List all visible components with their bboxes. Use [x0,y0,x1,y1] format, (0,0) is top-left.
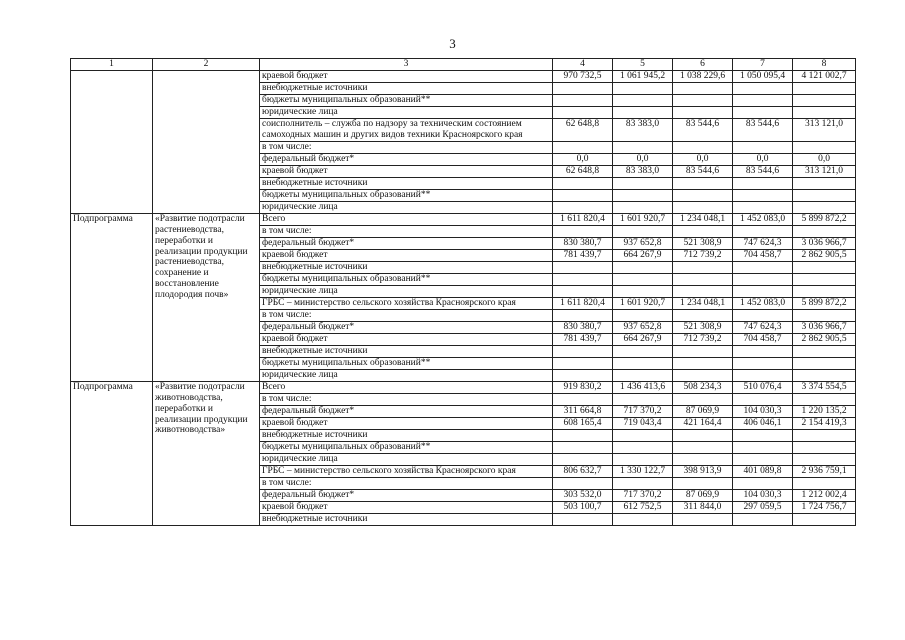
row-label: Всего [260,213,553,225]
row-label: юридические лица [260,201,553,213]
value-cell: 3 374 554,5 [793,381,856,393]
value-cell: 521 308,9 [673,237,733,249]
value-cell [733,201,793,213]
value-cell: 830 380,7 [553,237,613,249]
value-cell [733,309,793,321]
value-cell: 937 652,8 [613,321,673,333]
value-cell [733,94,793,106]
row-label: федеральный бюджет* [260,321,553,333]
row-label: в том числе: [260,393,553,405]
row-label: юридические лица [260,369,553,381]
value-cell: 0,0 [553,153,613,165]
value-cell: 717 370,2 [613,489,673,501]
value-cell [733,225,793,237]
value-cell: 104 030,3 [733,489,793,501]
value-cell [793,477,856,489]
value-cell: 830 380,7 [553,321,613,333]
value-cell [793,189,856,201]
value-cell [793,513,856,525]
value-cell: 1 611 820,4 [553,297,613,309]
value-cell [613,273,673,285]
value-cell [553,393,613,405]
value-cell [673,357,733,369]
row-label: в том числе: [260,477,553,489]
row-label: краевой бюджет [260,70,553,82]
value-cell [733,441,793,453]
column-header: 1 [71,59,153,71]
value-cell: 719 043,4 [613,417,673,429]
value-cell [733,453,793,465]
table-row [71,381,856,393]
value-cell: 1 234 048,1 [673,297,733,309]
value-cell [613,309,673,321]
value-cell [553,94,613,106]
value-cell: 303 532,0 [553,489,613,501]
value-cell [793,393,856,405]
value-cell: 2 862 905,5 [793,249,856,261]
row-label: в том числе: [260,141,553,153]
value-cell [673,201,733,213]
row-label: федеральный бюджет* [260,153,553,165]
value-cell [733,177,793,189]
value-cell [733,82,793,94]
value-cell: 1 724 756,7 [793,501,856,513]
value-cell: 5 899 872,2 [793,213,856,225]
value-cell: 781 439,7 [553,249,613,261]
value-cell [553,189,613,201]
page-number: 3 [449,36,456,51]
value-cell [613,429,673,441]
value-cell [733,369,793,381]
row-label: в том числе: [260,309,553,321]
value-cell [793,94,856,106]
value-cell [553,429,613,441]
value-cell [733,273,793,285]
row-label: соисполнитель – служба по надзору за техническим состоянием самоходных машин и других видов техники Красноярского края [260,118,553,141]
value-cell [553,82,613,94]
value-cell: 398 913,9 [673,465,733,477]
value-cell [673,345,733,357]
value-cell [613,369,673,381]
value-cell [613,441,673,453]
value-cell [553,285,613,297]
value-cell: 83 544,6 [673,118,733,141]
value-cell [673,309,733,321]
value-cell [793,285,856,297]
value-cell: 5 899 872,2 [793,297,856,309]
row-label: бюджеты муниципальных образований** [260,357,553,369]
row-label: внебюджетные источники [260,82,553,94]
value-cell [613,345,673,357]
value-cell: 1 452 083,0 [733,213,793,225]
value-cell [793,345,856,357]
program-name-cell: «Развитие подотрасли животноводства, переработки и реализации продукции животноводства» [153,381,260,525]
value-cell [613,285,673,297]
value-cell [673,177,733,189]
value-cell [613,201,673,213]
value-cell [793,441,856,453]
value-cell [673,141,733,153]
value-cell: 83 544,6 [673,165,733,177]
value-cell: 1 601 920,7 [613,213,673,225]
value-cell [733,357,793,369]
row-label: ГРБС – министерство сельского хозяйства Красноярского края [260,297,553,309]
value-cell [733,141,793,153]
value-cell: 1 038 229,6 [673,70,733,82]
program-type-cell: Подпрограмма [71,381,153,525]
row-label: бюджеты муниципальных образований** [260,94,553,106]
value-cell [553,201,613,213]
value-cell [553,225,613,237]
value-cell [793,261,856,273]
value-cell [553,369,613,381]
value-cell [553,106,613,118]
value-cell: 0,0 [733,153,793,165]
value-cell [553,177,613,189]
value-cell: 83 383,0 [613,118,673,141]
value-cell [553,441,613,453]
value-cell [673,453,733,465]
value-cell: 3 036 966,7 [793,321,856,333]
value-cell: 104 030,3 [733,405,793,417]
value-cell [613,141,673,153]
value-cell: 0,0 [793,153,856,165]
value-cell: 1 234 048,1 [673,213,733,225]
table-header-row [71,59,856,71]
value-cell: 313 121,0 [793,165,856,177]
value-cell [733,261,793,273]
value-cell [793,141,856,153]
value-cell: 1 220 135,2 [793,405,856,417]
row-label: бюджеты муниципальных образований** [260,189,553,201]
value-cell [553,261,613,273]
value-cell: 87 069,9 [673,405,733,417]
value-cell [793,309,856,321]
value-cell [673,82,733,94]
value-cell [733,393,793,405]
row-label: в том числе: [260,225,553,237]
value-cell [613,357,673,369]
value-cell [673,513,733,525]
program-name-cell: «Развитие подотрасли растениеводства, переработки и реализации продукции растениеводства, сохранение и восстановление плодородия почв» [153,213,260,381]
value-cell: 1 611 820,4 [553,213,613,225]
row-label: внебюджетные источники [260,345,553,357]
value-cell [613,261,673,273]
value-cell [673,94,733,106]
value-cell [613,106,673,118]
value-cell: 1 050 095,4 [733,70,793,82]
row-label: юридические лица [260,285,553,297]
value-cell: 1 061 945,2 [613,70,673,82]
row-label: федеральный бюджет* [260,405,553,417]
column-header: 6 [673,59,733,71]
value-cell [793,273,856,285]
value-cell [613,82,673,94]
value-cell: 311 844,0 [673,501,733,513]
value-cell [793,453,856,465]
value-cell [673,273,733,285]
value-cell: 712 739,2 [673,249,733,261]
value-cell [673,225,733,237]
value-cell: 608 165,4 [553,417,613,429]
value-cell: 717 370,2 [613,405,673,417]
value-cell: 421 164,4 [673,417,733,429]
value-cell: 508 234,3 [673,381,733,393]
row-label: бюджеты муниципальных образований** [260,273,553,285]
value-cell: 919 830,2 [553,381,613,393]
value-cell: 311 664,8 [553,405,613,417]
row-label: юридические лица [260,453,553,465]
row-label: внебюджетные источники [260,177,553,189]
row-label: федеральный бюджет* [260,237,553,249]
value-cell: 3 036 966,7 [793,237,856,249]
table-row [71,70,856,82]
value-cell [613,453,673,465]
value-cell: 664 267,9 [613,249,673,261]
value-cell [793,106,856,118]
value-cell: 1 212 002,4 [793,489,856,501]
row-label: краевой бюджет [260,501,553,513]
value-cell [553,273,613,285]
value-cell [553,357,613,369]
value-cell: 83 383,0 [613,165,673,177]
row-label: внебюджетные источники [260,513,553,525]
value-cell: 297 059,5 [733,501,793,513]
row-label: краевой бюджет [260,165,553,177]
value-cell: 0,0 [673,153,733,165]
value-cell: 313 121,0 [793,118,856,141]
value-cell [793,201,856,213]
value-cell: 0,0 [613,153,673,165]
value-cell: 806 632,7 [553,465,613,477]
value-cell [673,369,733,381]
row-label: ГРБС – министерство сельского хозяйства Красноярского края [260,465,553,477]
value-cell: 83 544,6 [733,165,793,177]
value-cell [733,189,793,201]
value-cell [673,393,733,405]
value-cell [793,225,856,237]
value-cell: 747 624,3 [733,321,793,333]
value-cell [613,225,673,237]
value-cell [613,477,673,489]
row-label: бюджеты муниципальных образований** [260,441,553,453]
row-label: Всего [260,381,553,393]
value-cell: 747 624,3 [733,237,793,249]
value-cell [613,393,673,405]
value-cell: 704 458,7 [733,333,793,345]
value-cell: 83 544,6 [733,118,793,141]
value-cell [673,429,733,441]
value-cell [673,106,733,118]
row-label: юридические лица [260,106,553,118]
table-row [71,213,856,225]
column-header: 2 [153,59,260,71]
value-cell [553,345,613,357]
value-cell: 612 752,5 [613,501,673,513]
value-cell: 87 069,9 [673,489,733,501]
value-cell: 62 648,8 [553,165,613,177]
value-cell [673,441,733,453]
value-cell [733,513,793,525]
value-cell: 510 076,4 [733,381,793,393]
value-cell [733,429,793,441]
value-cell [793,177,856,189]
value-cell: 1 330 122,7 [613,465,673,477]
column-header: 3 [260,59,553,71]
value-cell: 401 089,8 [733,465,793,477]
budget-table [70,58,856,526]
column-header: 5 [613,59,673,71]
value-cell: 1 436 413,6 [613,381,673,393]
value-cell [553,477,613,489]
value-cell: 712 739,2 [673,333,733,345]
value-cell: 781 439,7 [553,333,613,345]
value-cell [793,429,856,441]
value-cell: 406 046,1 [733,417,793,429]
value-cell [733,285,793,297]
program-name-cell [153,70,260,213]
column-header: 4 [553,59,613,71]
row-label: краевой бюджет [260,417,553,429]
value-cell: 937 652,8 [613,237,673,249]
row-label: краевой бюджет [260,333,553,345]
value-cell [613,189,673,201]
value-cell: 2 862 905,5 [793,333,856,345]
value-cell [733,345,793,357]
value-cell [673,189,733,201]
row-label: внебюджетные источники [260,261,553,273]
value-cell [553,513,613,525]
row-label: федеральный бюджет* [260,489,553,501]
value-cell [553,309,613,321]
value-cell [613,94,673,106]
value-cell [673,477,733,489]
row-label: внебюджетные источники [260,429,553,441]
value-cell: 1 601 920,7 [613,297,673,309]
value-cell: 2 154 419,3 [793,417,856,429]
row-label: краевой бюджет [260,249,553,261]
value-cell [553,141,613,153]
column-header: 7 [733,59,793,71]
program-type-cell [71,70,153,213]
column-header: 8 [793,59,856,71]
value-cell: 62 648,8 [553,118,613,141]
value-cell [793,357,856,369]
value-cell: 664 267,9 [613,333,673,345]
value-cell [673,285,733,297]
value-cell: 2 936 759,1 [793,465,856,477]
value-cell [793,82,856,94]
value-cell [733,106,793,118]
value-cell: 521 308,9 [673,321,733,333]
program-type-cell: Подпрограмма [71,213,153,381]
value-cell: 4 121 002,7 [793,70,856,82]
value-cell [553,453,613,465]
value-cell: 1 452 083,0 [733,297,793,309]
value-cell [733,477,793,489]
value-cell [613,177,673,189]
value-cell: 503 100,7 [553,501,613,513]
value-cell: 970 732,5 [553,70,613,82]
value-cell [613,513,673,525]
value-cell [793,369,856,381]
value-cell: 704 458,7 [733,249,793,261]
value-cell [673,261,733,273]
